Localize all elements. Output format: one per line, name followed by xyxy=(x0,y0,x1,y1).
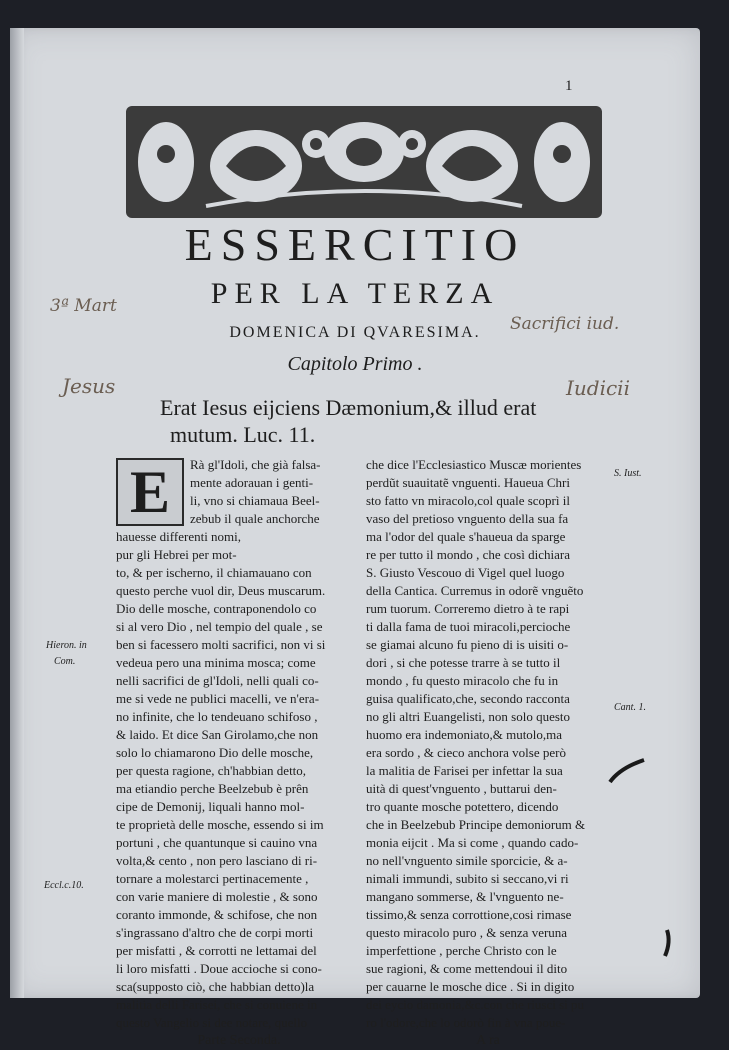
margin-note-com: Com. xyxy=(54,656,76,667)
chapter-heading: Capitolo Primo . xyxy=(287,353,423,375)
text-line: Rà gl'Idoli, che già falsa- xyxy=(190,457,321,472)
text-line: pur gli Hebrei per mot- xyxy=(116,547,237,562)
text-line: tissimo,& senza corrottione,cosi rimase xyxy=(366,907,572,922)
text-line: & laido. Et dice San Girolamo,che non xyxy=(116,727,319,742)
text-line: huomo era indemoniato,& mutolo,ma xyxy=(366,727,563,742)
text-line: ben si facessero molti sacrifici, non vi si xyxy=(116,637,326,652)
epigraph-line-1: Erat Iesus eijciens Dæmonium,& illud erat xyxy=(160,395,537,420)
text-line: imperfettione , perche Christo con le xyxy=(366,943,557,958)
margin-note-just: S. Iust. xyxy=(614,468,642,479)
text-line: ti dalla fama de tuoi miracoli,percioche xyxy=(366,619,571,634)
epigraph-line-2: mutum. Luc. 11. xyxy=(170,422,316,447)
text-line: questo perche vuol dir, Deus muscarum. xyxy=(116,583,326,598)
page-spine-shadow xyxy=(10,28,24,998)
text-line: Dio delle mosche, contraponendolo co xyxy=(116,601,317,616)
decorated-initial-letter xyxy=(116,458,184,526)
text-line: che in Beelzebub Principe demoniorum & xyxy=(366,817,586,832)
text-line: che dice l'Ecclesiastico Muscæ morientes xyxy=(366,457,582,472)
page-number: 1 xyxy=(565,78,573,94)
text-line: malitia delli Farisei, che si conuiene in xyxy=(116,997,318,1012)
handwritten-note-left: 3ª Mart xyxy=(50,296,117,316)
text-line: mondo , fu questo miracolo che fu in xyxy=(366,673,559,688)
text-line: A ra xyxy=(476,1033,500,1048)
right-text-column xyxy=(366,456,610,1050)
handwritten-note-right-mid: Iudicii xyxy=(566,376,630,400)
page-subtitle: PER LA TERZA xyxy=(210,277,500,310)
ink-blot-mark xyxy=(660,928,674,958)
text-line: no infinite, che lo tendeuano schifoso , xyxy=(116,709,318,724)
text-line: nimali immundi, subito si seccano,vi ri xyxy=(366,871,569,886)
text-line: portuni , che quantunque si cauino vna xyxy=(116,835,318,850)
text-line: s'ingrassano d'altro che de corpi morti xyxy=(116,925,314,940)
text-line: zebub il quale anchorche xyxy=(190,511,320,526)
text-line: coranto immonde, & schifose, che non xyxy=(116,907,318,922)
margin-note-eccl: Eccl.c.10. xyxy=(44,880,84,891)
handwritten-note-left-mid: Jesus xyxy=(62,374,116,398)
text-line: me si vede ne publici macelli, ve n'era- xyxy=(116,691,320,706)
text-line: la malitia de Farisei per infettar la sua xyxy=(366,763,563,778)
text-line: te proprietà delle mosche, essendo si im xyxy=(116,817,324,832)
text-line: questo Vangelio si dee notare, quello xyxy=(116,1015,308,1030)
text-line: to, & per ischerno, il chiamauano con xyxy=(116,565,312,580)
text-line: mangano sommerse, & l'vnguento ne- xyxy=(366,889,564,904)
text-line: tro quante mosche potettero, dicendo xyxy=(366,799,559,814)
text-line: ma l'odor del quale s'haueua da sparge xyxy=(366,529,566,544)
text-line: rum tuorum. Correremo dietro à te rapi xyxy=(366,601,570,616)
text-line: con varie maniere di molestie , & sono xyxy=(116,889,318,904)
text-line: ro l'odore,che lo odorò fin à vna poue- xyxy=(366,1015,566,1030)
ink-stroke-mark xyxy=(608,756,648,786)
text-line: re per tutto il mondo , che così dichiara xyxy=(366,547,570,562)
epigraph xyxy=(160,394,630,448)
text-line: per questa ragione, ch'habbian detto, xyxy=(116,763,307,778)
page-title: ESSERCITIO xyxy=(184,219,526,270)
text-line: nelli sacrifici de gl'Idoli, nelli quali co- xyxy=(116,673,319,688)
dropcap-letter: E xyxy=(129,459,171,525)
text-line: sto fatto vn miracolo,col quale scoprì il xyxy=(366,493,570,508)
text-line: uità di quest'vnguento , buttarui den- xyxy=(366,781,557,796)
text-line: no gli altri Euangelisti, non solo questo xyxy=(366,709,571,724)
margin-note-cant: Cant. 1. xyxy=(614,702,646,713)
text-line: li loro misfatti . Doue accioche si cono- xyxy=(116,961,322,976)
text-line: S. Giusto Vescouo di Vigel quel luogo xyxy=(366,565,565,580)
text-line: Parte Seconda. xyxy=(197,1033,281,1048)
text-line: dei eycio damonia,&c.con che riusci si pu xyxy=(366,997,585,1012)
woodcut-headpiece-ornament xyxy=(126,106,602,218)
text-line: era sordo , & cieco anchora volse però xyxy=(366,745,566,760)
text-line: hauesse differenti nomi, xyxy=(116,529,242,544)
text-line: dori , si che potesse trarre à se tutto il xyxy=(366,655,561,670)
text-line: solo lo chiamarono Dio delle mosche, xyxy=(116,745,314,760)
margin-note-hieron: Hieron. in xyxy=(46,640,87,651)
text-line: per misfatti , & corrotti ne lettamai del xyxy=(116,943,317,958)
text-line: si al vero Dio , nel tempio del quale , se xyxy=(116,619,323,634)
text-line: sca(supposto ciò, che habbian detto)la xyxy=(116,979,315,994)
text-line: cipe de Demonij, liquali hanno mol- xyxy=(116,799,305,814)
text-line: vaso del pretioso vnguento della sua fa xyxy=(366,511,569,526)
text-line: li, vno si chiamaua Beel- xyxy=(190,493,320,508)
text-line: per cauarne le mosche dice . Si in digito xyxy=(366,979,575,994)
text-line: guisa qualificato,che, secondo racconta xyxy=(366,691,570,706)
text-line: se giamai alcuno fu pieno di is uisiti o- xyxy=(366,637,569,652)
text-line: della Cantica. Curremus in odorẽ vnguẽto xyxy=(366,583,584,598)
text-line: tornare a molestarci pertinacemente , xyxy=(116,871,309,886)
left-text-column xyxy=(116,456,362,1050)
text-line: ma etiandio perche Beelzebub è prên xyxy=(116,781,309,796)
text-line: volta,& cento , non pero lasciano di ri- xyxy=(116,853,318,868)
text-line: monia eijcit . Ma si come , quando cado- xyxy=(366,835,579,850)
handwritten-note-right: Sacrifici iud. xyxy=(510,314,620,334)
text-line: sue ragioni, & come mettendoui il dito xyxy=(366,961,568,976)
page-subheading: DOMENICA DI QVARESIMA. xyxy=(229,324,481,341)
text-line: no nell'vnguento simile sporcicie, & a- xyxy=(366,853,568,868)
text-line: vedeua pero una minima mosca; come xyxy=(116,655,316,670)
text-line: perdũt suauitatẽ vnguenti. Haueua Chri xyxy=(366,475,570,490)
text-line: mente adorauan i genti- xyxy=(190,475,314,490)
text-line: questo miracolo puro , & senza veruna xyxy=(366,925,568,940)
book-page xyxy=(10,28,700,1048)
